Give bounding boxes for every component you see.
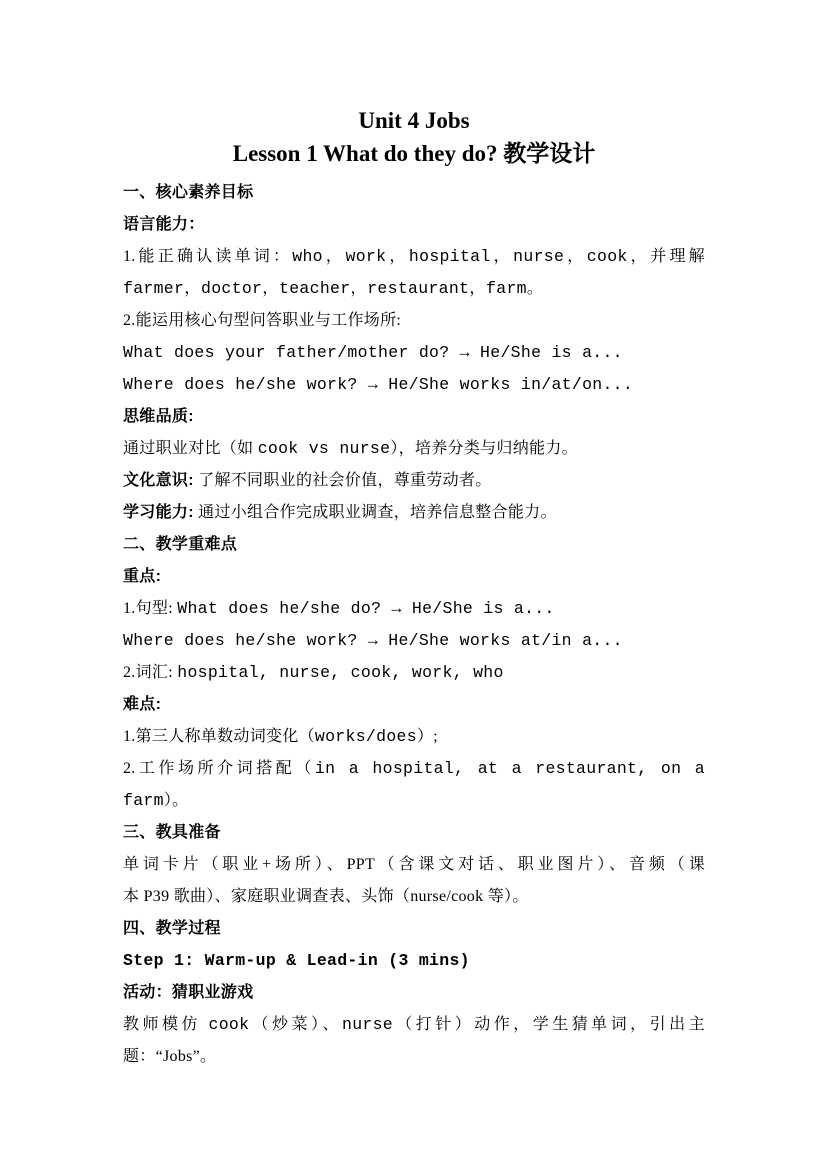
text-segment: cook vs nurse <box>257 439 391 458</box>
text-line <box>123 465 705 497</box>
text-line <box>123 913 705 945</box>
text-segment: 二、教学重难点 <box>123 536 238 553</box>
text-segment: 重点: <box>123 568 162 585</box>
text-segment: ）; <box>416 728 438 745</box>
text-line <box>123 849 705 881</box>
text-segment: cook <box>208 1015 250 1034</box>
title-text-lesson: Lesson 1 What do they do? <box>232 141 504 166</box>
text-line <box>123 401 705 433</box>
text-line <box>123 241 705 273</box>
text-segment: 四、教学过程 <box>123 920 221 937</box>
text-line <box>123 753 705 785</box>
text-segment: Where does he/she work? → He/She works at/in a... <box>123 631 623 650</box>
text-segment: What does he/she do? → He/She is a... <box>177 599 555 618</box>
text-segment: 通过职业对比（如 <box>123 440 258 457</box>
text-line <box>123 497 705 529</box>
text-line <box>123 881 705 913</box>
text-segment: 通过小组合作完成职业调查，培养信息整合能力。 <box>193 504 557 521</box>
text-line <box>123 817 705 849</box>
text-segment: 思维品质: <box>123 408 194 425</box>
text-segment: 三、教具准备 <box>123 824 221 841</box>
text-line <box>123 273 705 305</box>
text-segment: in a hospital, at a restaurant, on a <box>314 759 705 778</box>
text-line <box>123 1009 705 1041</box>
text-line <box>123 785 705 817</box>
text-segment: farm <box>123 791 164 810</box>
text-segment: 2.词汇: <box>123 664 178 681</box>
text-line <box>123 977 705 1009</box>
text-segment: 难点: <box>123 696 162 713</box>
text-segment: 单词卡片（职业+场所）、PPT（含课文对话、职业图片）、音频（课 <box>123 856 705 873</box>
text-line <box>123 433 705 465</box>
text-line <box>123 209 705 241</box>
text-line <box>123 657 705 689</box>
text-segment: 一、核心素养目标 <box>123 184 254 201</box>
text-segment: Where does he/she work? → He/She works in/at/on... <box>123 375 634 394</box>
text-segment: ）。 <box>163 792 189 809</box>
text-segment: What does your father/mother do? → He/She is a... <box>123 343 623 362</box>
text-segment: 教师模仿 <box>123 1016 209 1033</box>
text-segment: （炒菜）、 <box>249 1016 342 1033</box>
text-line <box>123 337 705 369</box>
text-segment: 了解不同职业的社会价值，尊重劳动者。 <box>193 472 492 489</box>
document-title <box>123 105 705 170</box>
text-line <box>123 593 705 625</box>
text-line <box>123 721 705 753</box>
document-body <box>123 177 705 1073</box>
text-segment: 1.能正确认读单词： <box>123 248 293 265</box>
text-segment: 本 P39 歌曲）、家庭职业调查表、头饰（nurse/cook 等）。 <box>123 888 529 905</box>
text-segment: 。 <box>526 280 544 297</box>
text-segment: ），培养分类与归纳能力。 <box>390 440 578 457</box>
text-line <box>123 529 705 561</box>
text-line <box>123 561 705 593</box>
text-segment: works/does <box>314 727 417 746</box>
text-segment: 2.能运用核心句型问答职业与工作场所: <box>123 312 402 329</box>
text-segment: who，work，hospital，nurse，cook， <box>292 247 651 266</box>
text-line <box>123 1041 705 1073</box>
text-segment: 并理解 <box>650 248 705 265</box>
text-segment: 1.第三人称单数动词变化（ <box>123 728 315 745</box>
text-segment: 2.工作场所介词搭配（ <box>123 760 315 777</box>
text-line <box>123 625 705 657</box>
text-segment: 语言能力： <box>123 216 205 233</box>
text-segment: （打针）动作，学生猜单词，引出主 <box>393 1016 705 1033</box>
text-segment: nurse <box>342 1015 394 1034</box>
title-text-chinese: 教学设计 <box>503 140 596 166</box>
text-line <box>123 177 705 209</box>
text-segment: 活动：猜职业游戏 <box>123 984 254 1001</box>
title-text-unit: Unit 4 Jobs <box>358 108 470 133</box>
text-segment: Step 1: Warm-up & Lead-in (3 mins) <box>123 951 470 970</box>
title-line-2 <box>123 137 705 170</box>
title-line-1 <box>123 105 705 137</box>
text-line <box>123 369 705 401</box>
text-segment: farmer，doctor，teacher，restaurant，farm <box>123 279 527 298</box>
text-line <box>123 945 705 977</box>
text-segment: 1.句型: <box>123 600 178 617</box>
text-segment: hospital, nurse, cook, work, who <box>177 663 504 682</box>
text-line <box>123 689 705 721</box>
text-segment: 题：“Jobs”。 <box>123 1048 217 1065</box>
text-line <box>123 305 705 337</box>
text-segment: 学习能力: <box>123 504 194 521</box>
text-segment: 文化意识: <box>123 472 194 489</box>
